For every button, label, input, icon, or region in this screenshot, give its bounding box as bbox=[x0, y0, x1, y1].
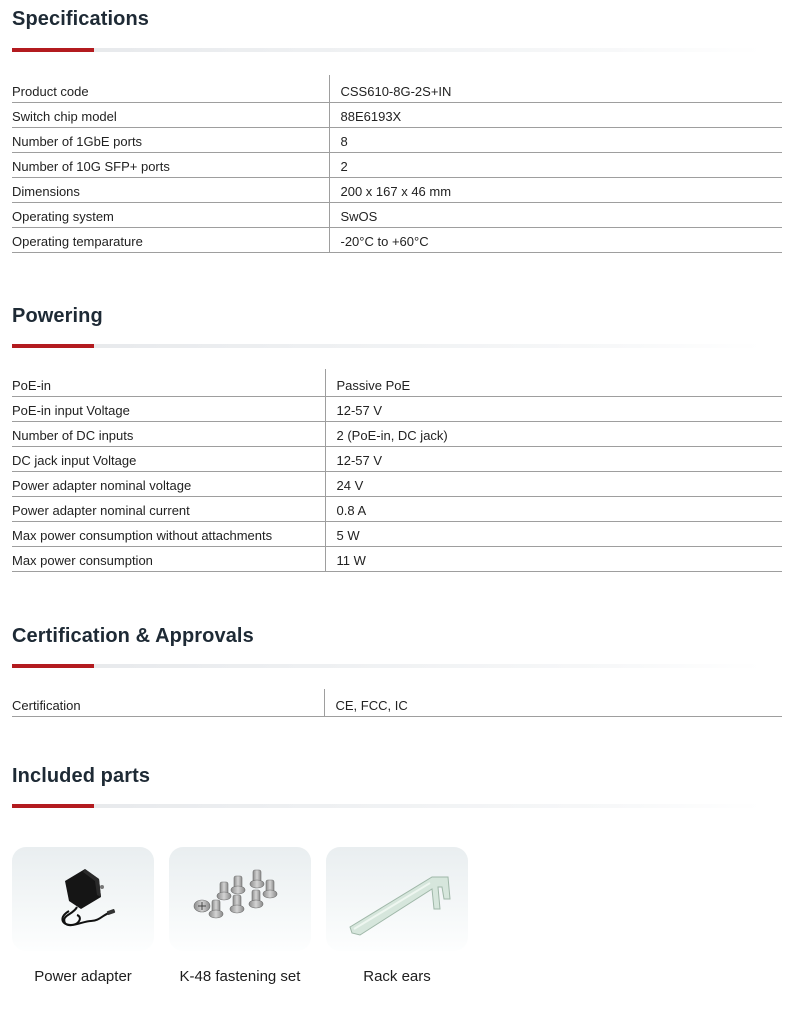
spec-value: 2 bbox=[329, 152, 782, 177]
spec-key: DC jack input Voltage bbox=[12, 446, 325, 471]
section-divider bbox=[12, 804, 762, 808]
part-item bbox=[12, 847, 154, 985]
spec-value: 0.8 A bbox=[325, 496, 782, 521]
section-divider-accent bbox=[12, 48, 94, 52]
spec-key: Max power consumption without attachments bbox=[12, 521, 325, 546]
table-row bbox=[12, 496, 782, 521]
spec-key: Certification bbox=[12, 689, 324, 716]
specifications-section bbox=[12, 6, 452, 249]
spec-key: Power adapter nominal voltage bbox=[12, 471, 325, 496]
table-row bbox=[12, 446, 782, 471]
section-divider bbox=[12, 344, 762, 348]
included-parts-section bbox=[12, 763, 150, 789]
table-row bbox=[12, 689, 782, 716]
spec-value: CSS610-8G-2S+IN bbox=[329, 75, 782, 102]
screws-icon bbox=[190, 864, 290, 934]
section-title: Powering bbox=[12, 305, 103, 327]
spec-value: 2 (PoE-in, DC jack) bbox=[325, 421, 782, 446]
table-row bbox=[12, 102, 782, 127]
section-divider-accent bbox=[12, 344, 94, 348]
powering-table bbox=[12, 369, 782, 572]
rack-ears-icon bbox=[342, 859, 452, 939]
spec-value: -20°C to +60°C bbox=[329, 227, 782, 252]
spec-key: Number of DC inputs bbox=[12, 421, 325, 446]
table-row bbox=[12, 471, 782, 496]
spec-key: Switch chip model bbox=[12, 102, 329, 127]
spec-key: Number of 10G SFP+ ports bbox=[12, 152, 329, 177]
spec-value: 8 bbox=[329, 127, 782, 152]
section-title: Specifications bbox=[12, 8, 149, 30]
table-row bbox=[12, 177, 782, 202]
section-divider bbox=[12, 48, 762, 52]
table-row bbox=[12, 546, 782, 571]
specifications-table bbox=[12, 75, 782, 253]
certification-table bbox=[12, 689, 782, 717]
spec-key: Max power consumption bbox=[12, 546, 325, 571]
spec-value: 88E6193X bbox=[329, 102, 782, 127]
section-title: Included parts bbox=[12, 765, 151, 787]
spec-key: Operating system bbox=[12, 202, 329, 227]
part-image-card bbox=[326, 847, 468, 951]
part-label: Power adapter bbox=[34, 968, 132, 985]
part-item bbox=[326, 847, 468, 985]
spec-key: Dimensions bbox=[12, 177, 329, 202]
part-image-card bbox=[12, 847, 154, 951]
table-row bbox=[12, 396, 782, 421]
section-divider bbox=[12, 664, 762, 668]
part-label: K-48 fastening set bbox=[179, 968, 301, 985]
certification-section bbox=[12, 623, 408, 713]
power-adapter-icon bbox=[43, 859, 123, 939]
spec-value: 11 W bbox=[325, 546, 782, 571]
spec-key: Number of 1GbE ports bbox=[12, 127, 329, 152]
section-divider-accent bbox=[12, 804, 94, 808]
spec-value: 24 V bbox=[325, 471, 782, 496]
spec-value: CE, FCC, IC bbox=[324, 689, 782, 716]
table-row bbox=[12, 152, 782, 177]
table-row bbox=[12, 75, 782, 102]
spec-key: Power adapter nominal current bbox=[12, 496, 325, 521]
spec-value: Passive PoE bbox=[325, 369, 782, 396]
table-row bbox=[12, 421, 782, 446]
part-image-card bbox=[169, 847, 311, 951]
spec-value: 200 x 167 x 46 mm bbox=[329, 177, 782, 202]
spec-key: Operating temparature bbox=[12, 227, 329, 252]
included-parts-list bbox=[12, 847, 468, 985]
spec-key: PoE-in input Voltage bbox=[12, 396, 325, 421]
spec-key: Product code bbox=[12, 75, 329, 102]
section-title: Certification & Approvals bbox=[12, 625, 254, 647]
table-row bbox=[12, 202, 782, 227]
part-label: Rack ears bbox=[363, 968, 431, 985]
table-row bbox=[12, 369, 782, 396]
table-row bbox=[12, 227, 782, 252]
table-row bbox=[12, 127, 782, 152]
spec-value: 12-57 V bbox=[325, 446, 782, 471]
spec-value: 12-57 V bbox=[325, 396, 782, 421]
spec-value: 5 W bbox=[325, 521, 782, 546]
section-divider-accent bbox=[12, 664, 94, 668]
spec-key: PoE-in bbox=[12, 369, 325, 396]
table-row bbox=[12, 521, 782, 546]
spec-value: SwOS bbox=[329, 202, 782, 227]
powering-section bbox=[12, 303, 448, 568]
part-item bbox=[169, 847, 311, 985]
